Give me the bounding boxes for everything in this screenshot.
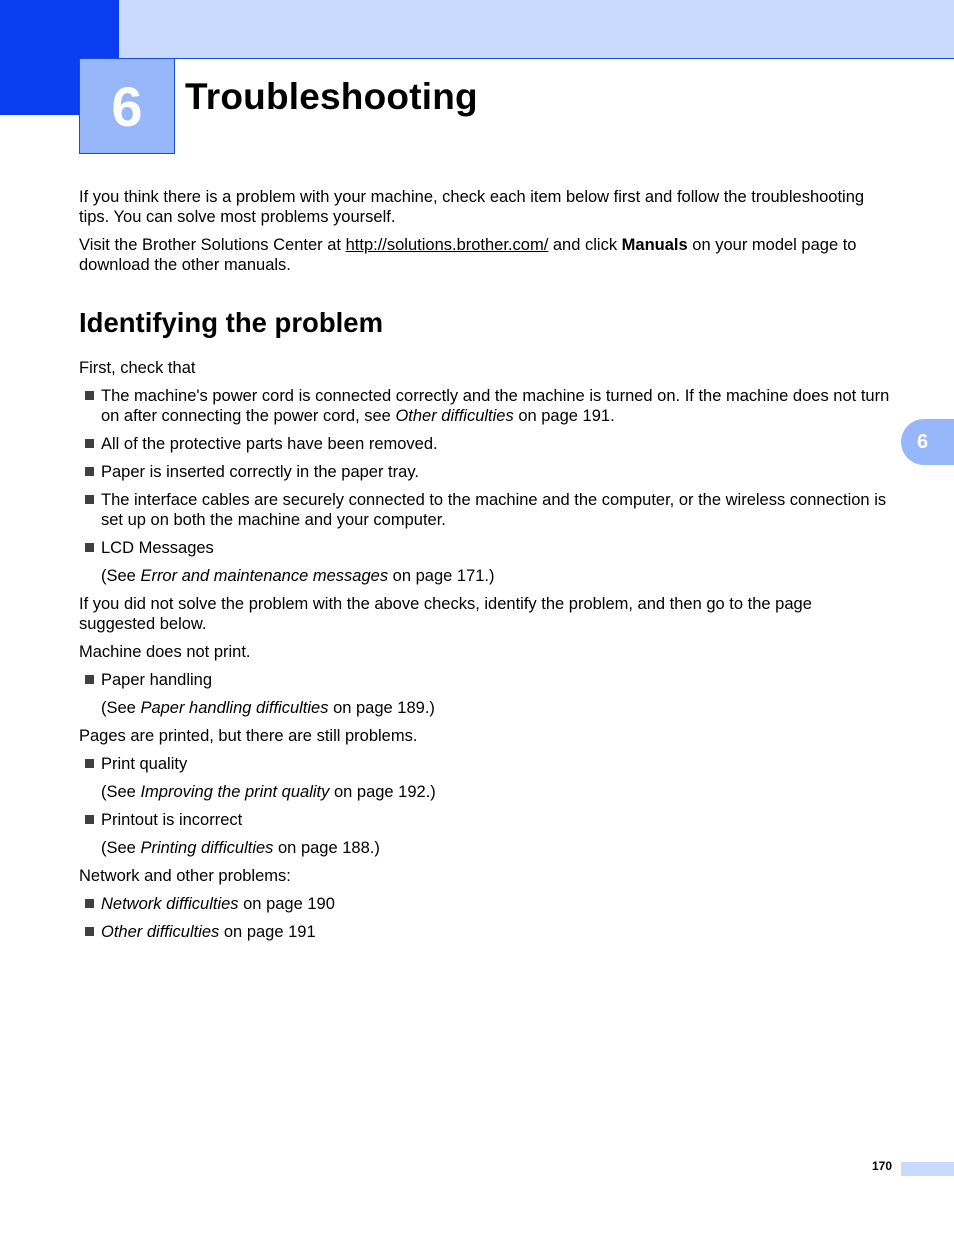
text-span: on page 192.) bbox=[329, 783, 436, 801]
list-item: All of the protective parts have been removed. bbox=[79, 434, 891, 454]
list-item: Paper is inserted correctly in the paper tray. bbox=[79, 462, 891, 482]
text-span: (See bbox=[101, 567, 141, 585]
network-label: Network and other problems: bbox=[79, 867, 291, 885]
list-item bbox=[79, 922, 891, 942]
see-reference bbox=[79, 782, 891, 802]
unsolved-paragraph: If you did not solve the problem with the above checks, identify the problem, and then go to the page suggested below. bbox=[79, 595, 812, 633]
text-span: on page 191. bbox=[513, 407, 615, 425]
reference-italic: Network difficulties bbox=[101, 895, 239, 913]
still-problems-label: Pages are printed, but there are still problems. bbox=[79, 727, 418, 745]
no-print-label: Machine does not print. bbox=[79, 643, 251, 661]
solutions-link[interactable]: http://solutions.brother.com/ bbox=[345, 236, 549, 254]
reference-italic: Improving the print quality bbox=[140, 783, 330, 801]
see-reference bbox=[79, 838, 891, 858]
chapter-side-tab bbox=[901, 419, 954, 465]
text-span: (See bbox=[101, 783, 141, 801]
see-reference bbox=[79, 566, 891, 586]
reference-italic: Other difficulties bbox=[101, 923, 220, 941]
text-span: on page 171.) bbox=[388, 567, 495, 585]
list-item: The interface cables are securely connected to the machine and the computer, or the wireless connection is set up on both the machine and your computer. bbox=[79, 490, 891, 530]
text-span: on page 191 bbox=[219, 923, 316, 941]
text-span: on page 188.) bbox=[273, 839, 380, 857]
list-item bbox=[79, 386, 891, 426]
text-span: on your model page to download the other manuals. bbox=[79, 236, 857, 274]
intro-paragraph: If you think there is a problem with your machine, check each item below first and follow the troubleshooting tips. You can solve most problems yourself. bbox=[79, 188, 865, 226]
section-heading: Identifying the problem bbox=[79, 307, 384, 338]
chapter-title: Troubleshooting bbox=[185, 76, 478, 117]
first-check-text: First, check that bbox=[79, 359, 196, 377]
manuals-bold: Manuals bbox=[621, 236, 688, 254]
text-span: (See bbox=[101, 839, 141, 857]
reference-italic: Other difficulties bbox=[395, 407, 514, 425]
reference-italic: Printing difficulties bbox=[140, 839, 274, 857]
chapter-number-box bbox=[79, 58, 175, 154]
list-item: Printout is incorrect bbox=[79, 810, 891, 830]
page-number: 170 bbox=[871, 1159, 892, 1173]
header-band bbox=[0, 0, 954, 59]
list-item: LCD Messages bbox=[79, 538, 891, 558]
solutions-paragraph bbox=[79, 235, 891, 275]
see-reference bbox=[79, 698, 891, 718]
text-span: (See bbox=[101, 699, 141, 717]
reference-italic: Error and maintenance messages bbox=[140, 567, 389, 585]
list-item: Print quality bbox=[79, 754, 891, 774]
list-item bbox=[79, 894, 891, 914]
page-content bbox=[79, 187, 891, 942]
text-span: The machine's power cord is connected correctly and the machine is turned on. If the machine does not turn on after connecting the power cord, see bbox=[101, 387, 890, 425]
list-item: Paper handling bbox=[79, 670, 891, 690]
text-span: and click bbox=[548, 236, 622, 254]
text-span: Visit the Brother Solutions Center at bbox=[79, 236, 346, 254]
chapter-number: 6 bbox=[111, 74, 143, 138]
side-tab-number: 6 bbox=[917, 430, 929, 453]
text-span: on page 190 bbox=[238, 895, 335, 913]
text-span: on page 189.) bbox=[328, 699, 435, 717]
reference-italic: Paper handling difficulties bbox=[140, 699, 329, 717]
footer-bar bbox=[901, 1162, 954, 1176]
